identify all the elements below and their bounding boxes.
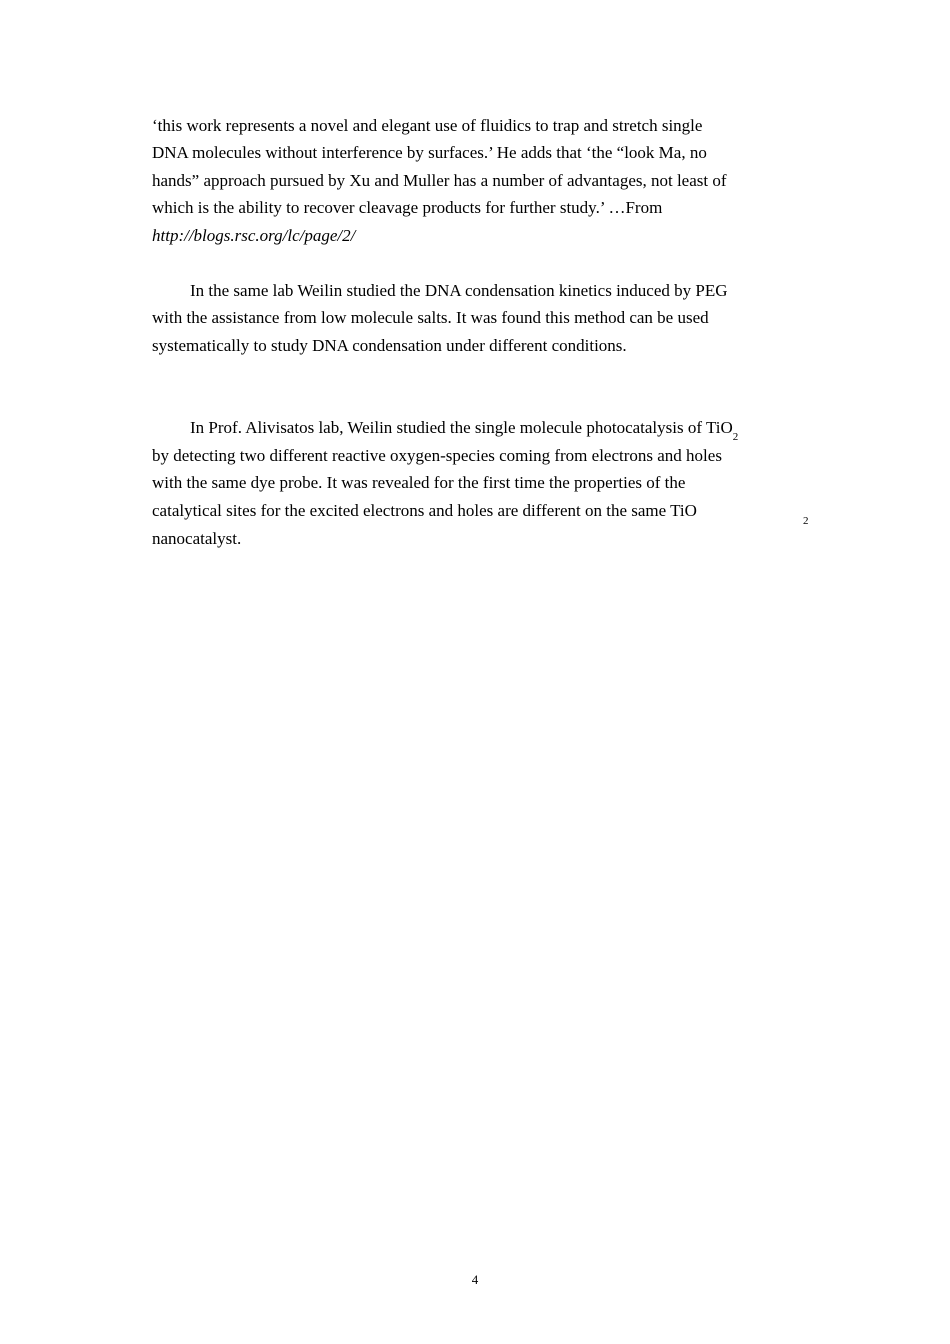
subscript: 2 bbox=[803, 515, 809, 527]
source-url[interactable]: http://blogs.rsc.org/lc/page/2/ bbox=[152, 226, 356, 245]
text-line: systematically to study DNA condensation under different conditions. bbox=[152, 336, 627, 355]
text-line: DNA molecules without interference by surfaces.’ He adds that ‘the “look Ma, no bbox=[152, 143, 707, 162]
text-line: which is the ability to recover cleavage products for further study.’ …From bbox=[152, 198, 663, 217]
page-number: 4 bbox=[471, 1272, 479, 1287]
text-line: In the same lab Weilin studied the DNA condensation kinetics induced by PEG bbox=[190, 281, 728, 300]
text-segment: In Prof. Alivisatos lab, Weilin studied the single molecule photocatalysis of TiO bbox=[190, 418, 733, 437]
source-link[interactable] bbox=[152, 226, 355, 246]
text-line: with the same dye probe. It was revealed for the first time the properties of the bbox=[152, 473, 686, 492]
text-line: catalytical sites for the excited electrons and holes are different on the same TiO bbox=[152, 501, 697, 520]
text-line: hands” approach pursued by Xu and Muller has a number of advantages, not least of bbox=[152, 171, 727, 190]
text-line: ‘this work represents a novel and elegant use of fluidics to trap and stretch single bbox=[152, 116, 703, 135]
text-line: with the assistance from low molecule salts. It was found this method can be used bbox=[152, 308, 709, 327]
text-line: nanocatalyst. bbox=[152, 529, 242, 548]
text-line: by detecting two different reactive oxygen-species coming from electrons and holes bbox=[152, 446, 722, 465]
text-line bbox=[190, 418, 739, 443]
subscript: 2 bbox=[732, 431, 739, 443]
